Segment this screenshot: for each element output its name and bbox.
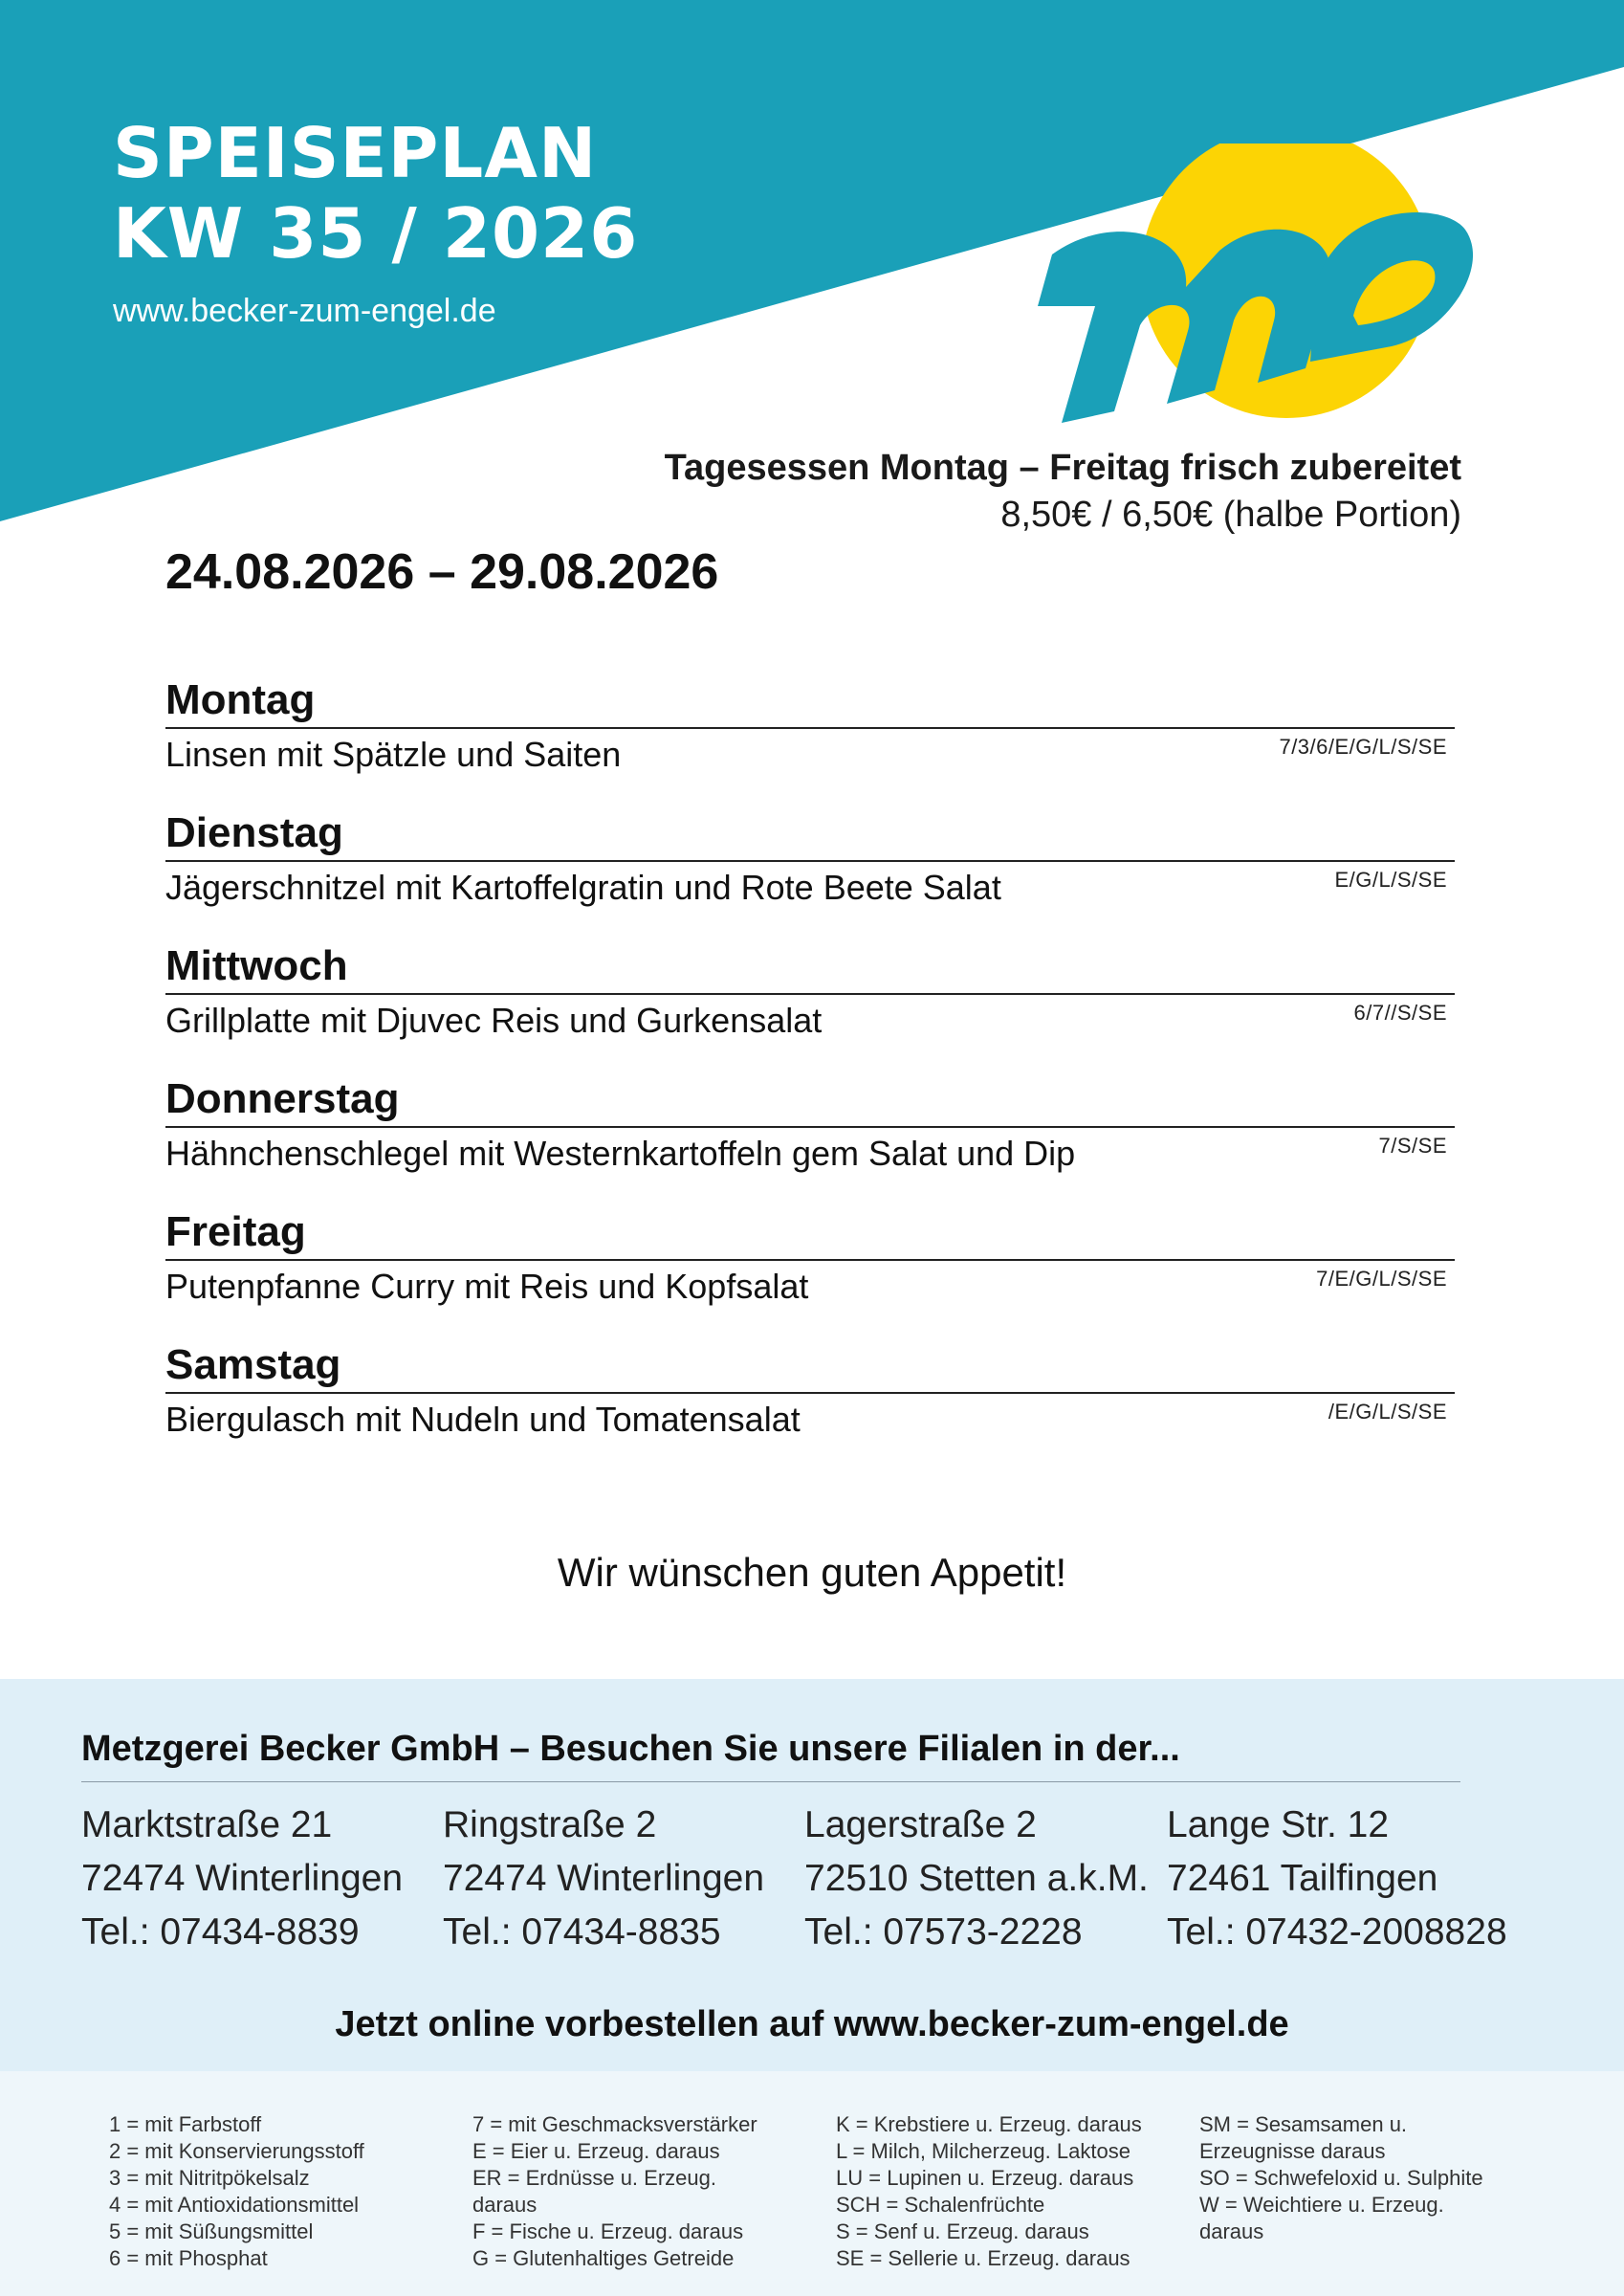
branch-city: 72474 Winterlingen <box>81 1858 404 1899</box>
legend-column <box>1199 2111 1483 2245</box>
legend-column <box>836 2111 1142 2272</box>
legend-item: daraus <box>472 2193 538 2217</box>
branches-section <box>0 1679 1624 2071</box>
divider <box>165 1259 1455 1261</box>
closing-message: Wir wünschen guten Appetit! <box>557 1550 1067 1595</box>
website-link[interactable]: www.becker-zum-engel.de <box>113 293 496 329</box>
legend-item: SM = Sesamsamen u. <box>1199 2112 1408 2136</box>
legend-item: E = Eier u. Erzeug. daraus <box>472 2139 720 2163</box>
legend-item: 7 = mit Geschmacksverstärker <box>472 2112 757 2136</box>
legend-item: F = Fische u. Erzeug. daraus <box>472 2219 744 2243</box>
daily-meal-info <box>665 448 1461 536</box>
divider <box>165 860 1455 862</box>
branch-location <box>1167 1799 1507 1959</box>
day-name: Donnerstag <box>165 1075 400 1122</box>
legend-item: ER = Erdnüsse u. Erzeug. <box>472 2166 716 2190</box>
branch-street: Marktstraße 21 <box>81 1804 333 1845</box>
branch-phone[interactable]: Tel.: 07434-8835 <box>443 1911 721 1953</box>
legend-item: 5 = mit Süßungsmittel <box>109 2219 314 2243</box>
meal-description: Jägerschnitzel mit Kartoffelgratin und Rote Beete Salat <box>165 868 1001 907</box>
legend-item: W = Weichtiere u. Erzeug. <box>1199 2193 1444 2217</box>
day-name: Montag <box>165 676 316 723</box>
legend-item: 3 = mit Nitritpökelsalz <box>109 2166 310 2190</box>
day-monday <box>165 675 1455 808</box>
branch-location <box>443 1799 764 1959</box>
branch-street: Ringstraße 2 <box>443 1804 657 1845</box>
meal-description: Biergulasch mit Nudeln und Tomatensalat <box>165 1400 801 1439</box>
day-thursday <box>165 1074 1455 1207</box>
branches-divider <box>81 1781 1460 1782</box>
branch-phone[interactable]: Tel.: 07573-2228 <box>804 1911 1083 1953</box>
legend-item: 4 = mit Antioxidationsmittel <box>109 2193 360 2217</box>
legend-column <box>109 2111 364 2272</box>
allergen-codes: 7/3/6/E/G/L/S/SE <box>1279 735 1447 759</box>
legend-item: daraus <box>1199 2219 1264 2243</box>
title-line-2: KW 35 / 2026 <box>113 193 639 274</box>
branch-city: 72510 Stetten a.k.M. <box>804 1858 1149 1899</box>
legend-item: L = Milch, Milcherzeug. Laktose <box>836 2139 1130 2163</box>
legend-item: 1 = mit Farbstoff <box>109 2112 262 2136</box>
branch-location <box>81 1799 403 1959</box>
branch-city: 72474 Winterlingen <box>443 1858 765 1899</box>
allergen-codes: 7/S/SE <box>1378 1134 1447 1158</box>
divider <box>165 993 1455 995</box>
tagline-price: 8,50€ / 6,50€ (halbe Portion) <box>1000 495 1461 535</box>
branch-street: Lange Str. 12 <box>1167 1804 1390 1845</box>
meal-description: Hähnchenschlegel mit Westernkartoffeln gem Salat und Dip <box>165 1134 1076 1173</box>
branch-phone[interactable]: Tel.: 07432-2008828 <box>1167 1911 1507 1953</box>
day-friday <box>165 1207 1455 1340</box>
meal-description: Grillplatte mit Djuvec Reis und Gurkensalat <box>165 1001 823 1040</box>
legend-item: K = Krebstiere u. Erzeug. daraus <box>836 2112 1142 2136</box>
legend-item: LU = Lupinen u. Erzeug. daraus <box>836 2166 1134 2190</box>
legend-item: SCH = Schalenfrüchte <box>836 2193 1045 2217</box>
day-name: Dienstag <box>165 809 343 856</box>
divider <box>165 727 1455 729</box>
tagline-line-1: Tagesessen Montag – Freitag frisch zubereitet <box>664 448 1461 488</box>
day-name: Samstag <box>165 1341 341 1388</box>
legend-item: S = Senf u. Erzeug. daraus <box>836 2219 1089 2243</box>
allergen-codes: /E/G/L/S/SE <box>1328 1400 1447 1424</box>
divider <box>165 1126 1455 1128</box>
legend-item: G = Glutenhaltiges Getreide <box>472 2246 735 2270</box>
mb-logo <box>1023 144 1482 430</box>
legend-item: Erzeugnisse daraus <box>1199 2139 1386 2163</box>
branch-city: 72461 Tailfingen <box>1167 1858 1438 1899</box>
allergen-codes: 7/E/G/L/S/SE <box>1316 1267 1447 1291</box>
online-order-link[interactable]: Jetzt online vorbestellen auf www.becker-zum-engel.de <box>335 2004 1289 2044</box>
day-name: Freitag <box>165 1208 306 1255</box>
legend-item: 2 = mit Konservierungsstoff <box>109 2139 364 2163</box>
meal-description: Putenpfanne Curry mit Reis und Kopfsalat <box>165 1267 809 1306</box>
page-title <box>113 113 638 274</box>
allergen-codes: 6/7//S/SE <box>1353 1001 1447 1025</box>
legend-item: 6 = mit Phosphat <box>109 2246 268 2270</box>
day-name: Mittwoch <box>165 942 348 989</box>
legend-item: SO = Schwefeloxid u. Sulphite <box>1199 2166 1483 2190</box>
branch-street: Lagerstraße 2 <box>804 1804 1037 1845</box>
day-wednesday <box>165 941 1455 1074</box>
legend-item: SE = Sellerie u. Erzeug. daraus <box>836 2246 1130 2270</box>
branches-heading: Metzgerei Becker GmbH – Besuchen Sie unsere Filialen in der... <box>81 1729 1180 1769</box>
allergen-legend <box>0 2071 1624 2296</box>
branch-location <box>804 1799 1149 1959</box>
day-saturday <box>165 1340 1455 1473</box>
meal-description: Linsen mit Spätzle und Saiten <box>165 735 622 774</box>
week-date-range: 24.08.2026 – 29.08.2026 <box>165 544 719 600</box>
allergen-codes: E/G/L/S/SE <box>1334 868 1447 892</box>
branch-phone[interactable]: Tel.: 07434-8839 <box>81 1911 360 1953</box>
legend-column <box>472 2111 757 2272</box>
title-line-1: SPEISEPLAN <box>113 113 598 193</box>
menu-list <box>165 675 1455 1473</box>
divider <box>165 1392 1455 1394</box>
day-tuesday <box>165 808 1455 941</box>
